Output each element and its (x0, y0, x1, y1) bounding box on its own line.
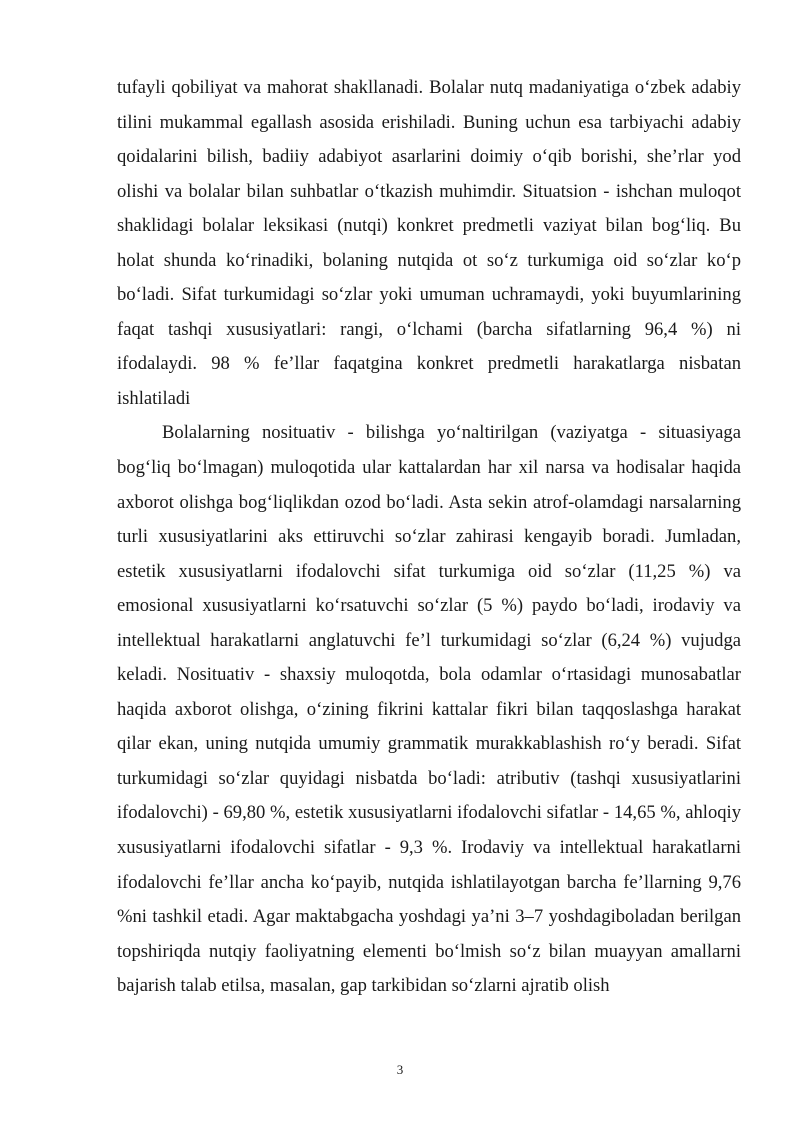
paragraph-2: Bolalarning nosituativ - bilishga yo‘naltirilgan (vaziyatga - situasiyaga bog‘liq bo‘lmagan) muloqotida ular kattalardan har xil narsa va hodisalar haqida axborot olishga bog‘liqlikdan ozod bo‘ladi. Asta sekin atrof-olamdagi narsalarning turli xususiyatlarini aks ettiruvchi so‘zlar zahirasi kengayib boradi. Jumladan, estetik xususiyatlarni ifodalovchi sifat turkumiga oid so‘zlar (11,25 %) va emosional xususiyatlarni ko‘rsatuvchi so‘zlar (5 %) paydo bo‘ladi, irodaviy va intellektual harakatlarni anglatuvchi fe’l turkumidagi so‘zlar (6,24 %) vujudga keladi. Nosituativ - shaxsiy muloqotda, bola odamlar o‘rtasidagi munosabatlar haqida axborot olishga, o‘zining fikrini kattalar fikri bilan taqqoslashga harakat qilar ekan, uning nutqida umumiy grammatik murakkablashish ro‘y beradi. Sifat turkumidagi so‘zlar quyidagi nisbatda bo‘ladi: atributiv (tashqi xususiyatlarini ifodalovchi) - 69,80 %, estetik xususiyatlarni ifodalovchi sifatlar - 14,65 %, ahloqiy xususiyatlarni ifodalovchi sifatlar - 9,3 %. Irodaviy va intellektual harakatlarni ifodalovchi fe’llar ancha ko‘payib, nutqida ishlatilayotgan barcha fe’llarning 9,76 %ni tashkil etadi. Agar maktabgacha yoshdagi ya’ni 3–7 yoshdagiboladan berilgan topshiriqda nutqiy faoliyatning elementi bo‘lmish so‘z bilan muayyan amallarni bajarish talab etilsa, masalan, gap tarkibidan so‘zlarni ajratib olish (117, 422, 741, 997)
document-body (117, 71, 741, 1004)
page-number: 3 (396, 1062, 404, 1077)
paragraph-1: tufayli qobiliyat va mahorat shakllanadi. Bolalar nutq madaniyatiga o‘zbek adabiy tilini mukammal egallash asosida erishiladi. Buning uchun esa tarbiyachi adabiy qoidalarini bilish, badiiy adabiyot asarlarini doimiy o‘qib borishi, she’rlar yod olishi va bolalar bilan suhbatlar o‘tkazish muhimdir. Situatsion - ishchan muloqot shaklidagi bolalar leksikasi (nutqi) konkret predmetli vaziyat bilan bog‘liq. Bu holat shunda ko‘rinadiki, bolaning nutqida ot so‘z turkumiga oid so‘zlar ko‘p bo‘ladi. Sifat turkumidagi so‘zlar yoki umuman uchramaydi, yoki buyumlarining faqat tashqi xususiyatlari: rangi, o‘lchami (barcha sifatlarning 96,4 %) ni ifodalaydi. 98 % fe’llar faqatgina konkret predmetli harakatlarga nisbatan ishlatiladi (117, 77, 741, 409)
